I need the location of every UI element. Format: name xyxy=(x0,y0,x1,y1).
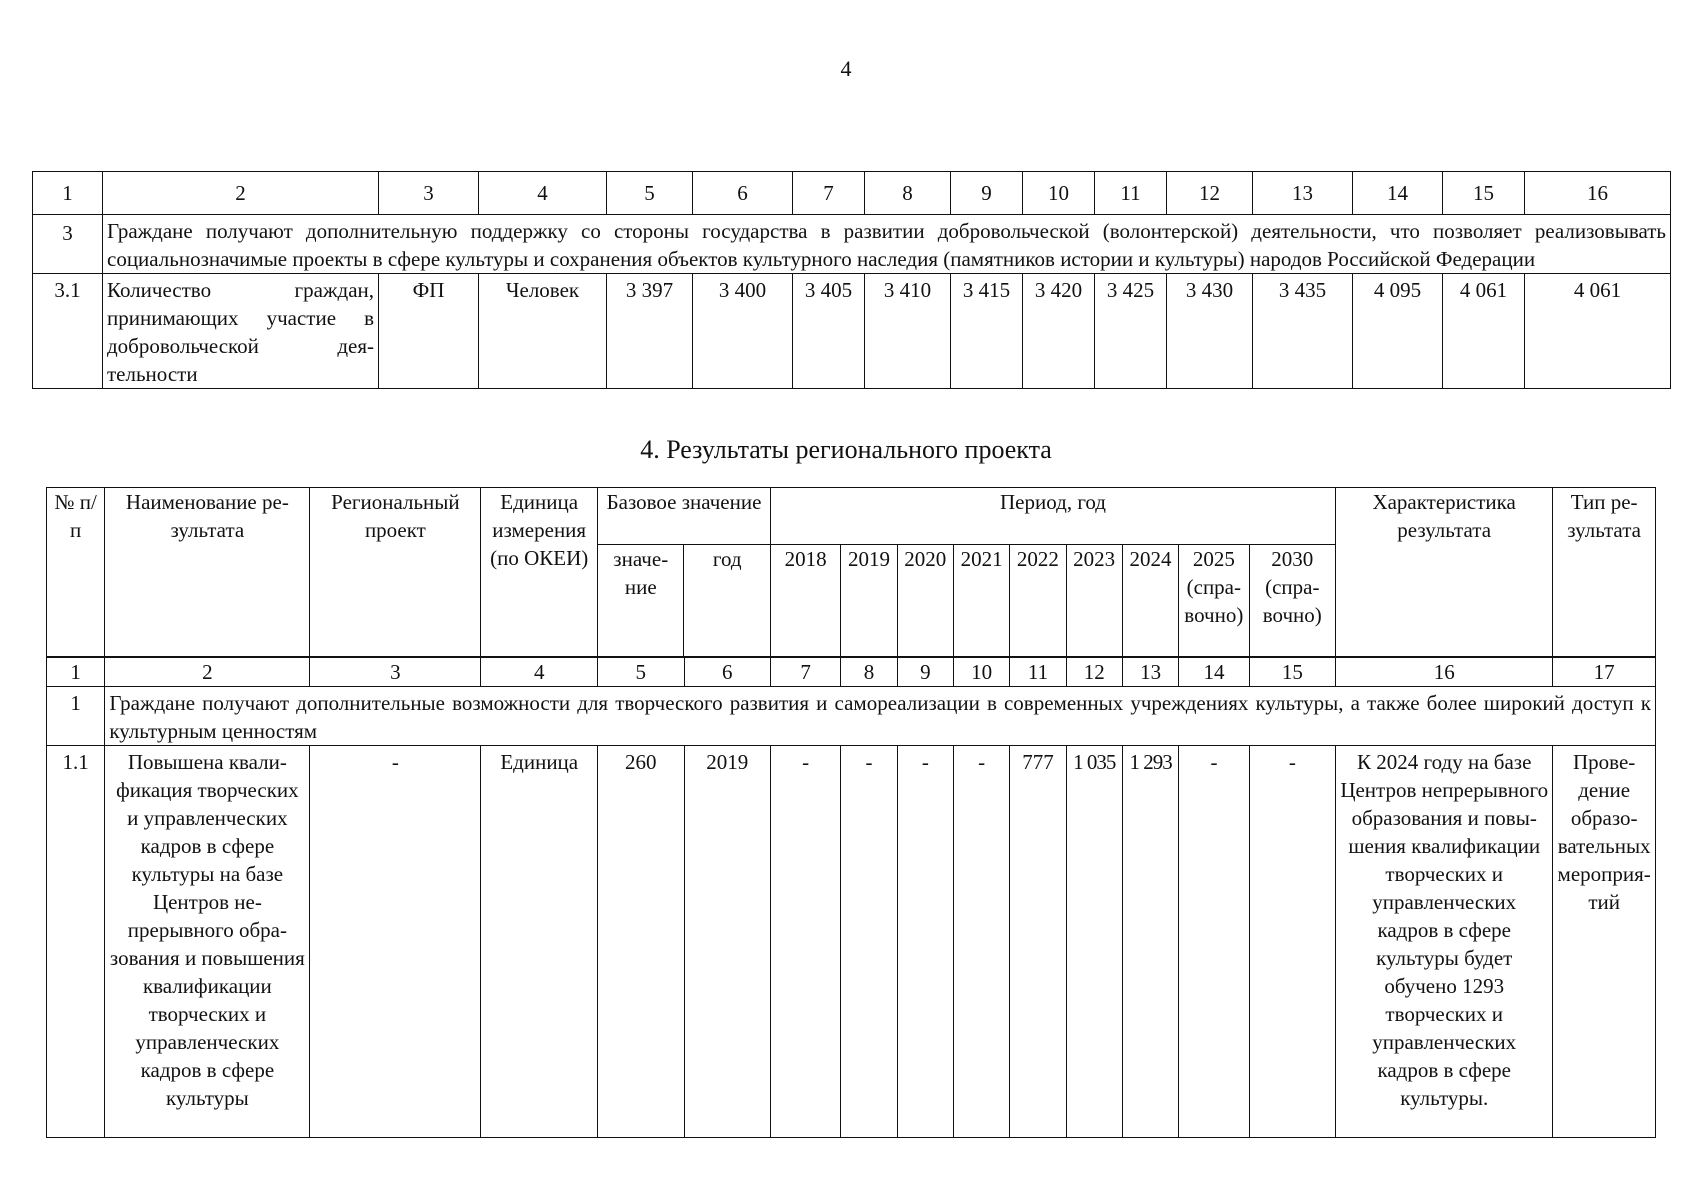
result-unit: Единица xyxy=(481,746,598,1138)
col-number: 6 xyxy=(693,172,793,215)
value-cell: - xyxy=(1249,746,1335,1138)
col-number: 4 xyxy=(479,172,607,215)
indicator-level: ФП xyxy=(379,274,479,389)
col-number: 13 xyxy=(1253,172,1353,215)
column-number-row xyxy=(47,658,1656,687)
results-header-table xyxy=(46,487,1656,657)
value-cell: 4 095 xyxy=(1353,274,1443,389)
header-year: 2018 xyxy=(770,545,840,657)
col-number: 16 xyxy=(1525,172,1671,215)
header-year-2030: 2030 (справочно) xyxy=(1249,545,1336,657)
header-unit: Единица измерения (по ОКЕИ) xyxy=(481,488,598,657)
col-number: 4 xyxy=(481,658,598,687)
header-characteristic: Характеристика результата xyxy=(1336,488,1553,657)
base-value: 260 xyxy=(598,746,684,1138)
result-characteristic: К 2024 году на базе Центров непрерывного образования и повышения квалификации творческих и управленческих кадров в сфере культуры будет обучено 1293 творческих и управленческих кадров в сфере культуры. xyxy=(1336,746,1553,1138)
col-number: 8 xyxy=(841,658,897,687)
col-number: 12 xyxy=(1167,172,1253,215)
col-number: 7 xyxy=(770,658,840,687)
goal-row xyxy=(47,687,1656,746)
col-number: 15 xyxy=(1443,172,1525,215)
header-regional-project: Региональный проект xyxy=(310,488,481,657)
value-cell: - xyxy=(954,746,1010,1138)
results-table xyxy=(46,657,1656,1138)
row-number: 3.1 xyxy=(33,274,103,389)
value-cell: 3 425 xyxy=(1095,274,1167,389)
col-number: 14 xyxy=(1179,658,1249,687)
header-year: 2021 xyxy=(953,545,1009,657)
col-number: 14 xyxy=(1353,172,1443,215)
col-number: 3 xyxy=(379,172,479,215)
value-cell: - xyxy=(897,746,953,1138)
row-number: 1.1 xyxy=(47,746,105,1138)
goal-text: Граждане получают дополнительную поддержку со стороны государства в развитии добровольческой (волонтерской) деятельности, что позволяет реализовывать социальнозначимые проекты в сфере культуры и сохранения объектов культурного наследия (памятников истории и культуры) народов Российской Федерации xyxy=(103,215,1671,274)
header-period: Период, год xyxy=(770,488,1335,545)
result-type: Проведение образовательных мероприятий xyxy=(1553,746,1656,1138)
col-number: 15 xyxy=(1249,658,1335,687)
header-base-value-value: значение xyxy=(598,545,684,657)
base-year: 2019 xyxy=(684,746,770,1138)
value-cell: - xyxy=(770,746,840,1138)
value-cell: 777 xyxy=(1010,746,1066,1138)
header-row xyxy=(47,488,1656,545)
header-base-value: Базовое значение xyxy=(598,488,771,545)
col-number: 16 xyxy=(1336,658,1553,687)
col-number: 8 xyxy=(865,172,951,215)
col-number: 7 xyxy=(793,172,865,215)
value-cell: - xyxy=(1179,746,1249,1138)
col-number: 9 xyxy=(897,658,953,687)
value-cell: 1 035 xyxy=(1066,746,1122,1138)
indicators-table xyxy=(32,171,1671,389)
value-cell: 3 415 xyxy=(951,274,1023,389)
col-number: 10 xyxy=(954,658,1010,687)
col-number: 1 xyxy=(47,658,105,687)
goal-text: Граждане получают дополнительные возможности для творческого развития и самореализации в современных учреждениях культуры, а также более широкий доступ к культурным ценностям xyxy=(105,687,1656,746)
col-number: 13 xyxy=(1122,658,1178,687)
value-cell: 4 061 xyxy=(1443,274,1525,389)
goal-number: 3 xyxy=(33,215,103,274)
value-cell: 3 420 xyxy=(1023,274,1095,389)
header-base-value-year: год xyxy=(684,545,770,657)
table-row xyxy=(33,274,1671,389)
col-number: 10 xyxy=(1023,172,1095,215)
value-cell: 4 061 xyxy=(1525,274,1671,389)
header-year-2025: 2025 (справочно) xyxy=(1179,545,1249,657)
col-number: 2 xyxy=(103,172,379,215)
header-result-type: Тип результата xyxy=(1553,488,1656,657)
value-cell: 3 405 xyxy=(793,274,865,389)
value-cell: 3 397 xyxy=(607,274,693,389)
value-cell: 3 430 xyxy=(1167,274,1253,389)
value-cell: - xyxy=(841,746,897,1138)
indicator-name: Количество граждан, принимающих участие в добровольческой деятельности xyxy=(103,274,379,389)
col-number: 17 xyxy=(1553,658,1656,687)
col-number: 11 xyxy=(1095,172,1167,215)
header-number: № п/п xyxy=(47,488,105,657)
header-year: 2022 xyxy=(1010,545,1066,657)
col-number: 9 xyxy=(951,172,1023,215)
goal-row xyxy=(33,215,1671,274)
indicator-unit: Человек xyxy=(479,274,607,389)
col-number: 12 xyxy=(1066,658,1122,687)
header-year: 2020 xyxy=(897,545,953,657)
header-year: 2023 xyxy=(1066,545,1122,657)
col-number: 5 xyxy=(598,658,684,687)
col-number: 6 xyxy=(684,658,770,687)
header-result-name: Наименование результата xyxy=(105,488,310,657)
result-name: Повышена квалификация творческих и управленческих кадров в сфере культуры на базе Центров непрерывного образования и повышения квалификации творческих и управленческих кадров в сфере культуры xyxy=(105,746,310,1138)
goal-number: 1 xyxy=(47,687,105,746)
header-year: 2024 xyxy=(1122,545,1178,657)
value-cell: 1 293 xyxy=(1122,746,1178,1138)
page-number: 4 xyxy=(840,56,852,81)
value-cell: 3 435 xyxy=(1253,274,1353,389)
col-number: 3 xyxy=(310,658,481,687)
col-number: 11 xyxy=(1010,658,1066,687)
value-cell: 3 410 xyxy=(865,274,951,389)
column-number-row xyxy=(33,172,1671,215)
table-row xyxy=(47,746,1656,1138)
regional-project: - xyxy=(310,746,481,1138)
header-year: 2019 xyxy=(841,545,897,657)
value-cell: 3 400 xyxy=(693,274,793,389)
section-title: 4. Результаты регионального проекта xyxy=(640,435,1052,464)
col-number: 1 xyxy=(33,172,103,215)
col-number: 2 xyxy=(105,658,310,687)
col-number: 5 xyxy=(607,172,693,215)
